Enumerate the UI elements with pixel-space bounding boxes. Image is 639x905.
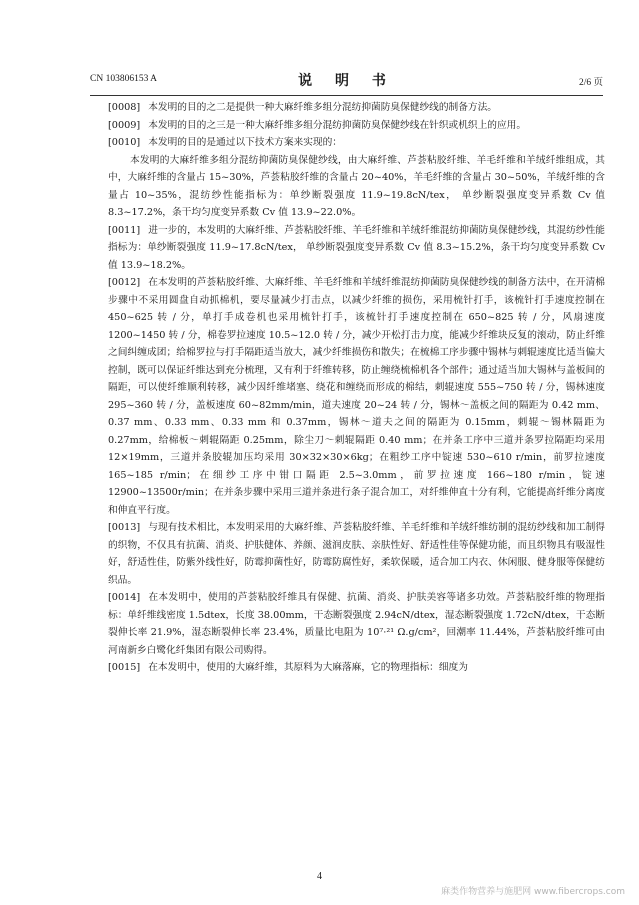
- paragraph-0013: [108, 519, 605, 589]
- paragraph-number: [0014]: [108, 592, 141, 603]
- paragraph-0009: [108, 117, 605, 135]
- paragraph-number: [0009]: [108, 119, 141, 131]
- paragraph-text: 本发明的目的是通过以下技术方案来实现的：: [148, 137, 342, 148]
- page-header: [90, 70, 603, 92]
- paragraph-0010: [108, 134, 605, 152]
- paragraph-0010-body: [108, 152, 605, 222]
- paragraph-text: 在本发明的芦荟粘胶纤维、大麻纤维、羊毛纤维和羊绒纤维混纺抑菌防臭保健纱线的制备方法中，在开清棉步骤中不采用圆盘自动抓棉机，要尽量减少打击点，以减少纤维的损伤，采用梳针打手，该梳针打手速度控制在 450~625 转 / 分，单打手成卷机也采用梳针打手，该梳针打手速度控制在 650~825 转 / 分，风扇速度 1200~1450 转 / 分，棉卷罗拉速度 10.5~12.0 转 / 分，减少开松打击力度，能减少纤维块反复的滚动，防止纤维之间纠缠成团；给棉罗拉与打手隔距适当放大，减少纤维损伤和散失；在梳棉工序步骤中锡林与刺辊速度比适当偏大控制，既可以保证纤维达到充分梳理，又有利于纤维转移，防止缠绕梳棉机各个部件；通过适当加大锡林与盖板间的隔距，可以使纤维顺利转移，减少因纤维堵塞、绕花和缠绕而形成的棉结，刺辊速度 555~750 转 / 分，锡林速度 295~360 转 / 分，盖板速度 60~82mm/min，道夫速度 20~24 转 / 分，锡林～盖板之间的隔距为 0.42 mm、0.37 mm、0.33 mm、0.33 mm 和 0.37mm，锡林～道夫之间的隔距为 0.15mm，刺辊～锡林隔距为 0.27mm，给棉板～刺辊隔距 0.25mm，除尘刀～刺辊隔距 0.40 mm；在并条工序中三道并条罗拉隔距均采用 12×19mm，三道并条胶辊加压均采用 30×32×30×6kg；在粗纱工序中锭速 530~610 r/min，前罗拉速度 165~185 r/min；在细纱工序中钳口隔距 2.5~3.0mm，前罗拉速度 166~180 r/min，锭速 12900~13500r/min；在并条步骤中采用三道并条进行条子混合加工，对纤维伸直十分有利，它能提高纤维分离度和伸直平行度。: [108, 277, 605, 516]
- paragraph-0012: [108, 274, 605, 519]
- document-body: [108, 99, 605, 677]
- page-indicator: 2/6 页: [578, 78, 603, 88]
- paragraph-0014: [108, 589, 605, 659]
- document-title: 说 明 书: [298, 73, 395, 89]
- page-number: 4: [317, 871, 322, 882]
- paragraph-0015: [108, 659, 605, 677]
- paragraph-text: 在本发明中，使用的芦荟粘胶纤维具有保健、抗菌、消炎、护肤美容等诸多功效。芦荟粘胶纤维的物理指标：单纤维线密度 1.5dtex，长度 38.00mm，干态断裂强度 2.94cN/dtex，湿态断裂强度 1.72cN/dtex，干态断裂伸长率 21.9%，湿态断裂伸长率 23.4%，质量比电阻为 10⁷·²¹ Ω.g/cm²，回潮率 11.44%，芦荟粘胶纤维可由河南新乡白鹭化纤集团有限公司购得。: [108, 592, 605, 656]
- paragraph-text: 与现有技术相比，本发明采用的大麻纤维、芦荟粘胶纤维、羊毛纤维和羊绒纤维纺制的混纺纱线和加工制得的织物，不仅具有抗菌、消炎、护肤健体、养颜、滋润皮肤、亲肤性好、舒适性佳等保健功能，而且织物具有吸湿性好，舒适性佳，防紫外线性好，防霉抑菌性好，防霉防腐性好，柔软保暖，适合加工内衣、休闲服、健身服等保健纺织品。: [108, 522, 605, 586]
- paragraph-number: [0011]: [108, 224, 141, 236]
- paragraph-0008: [108, 99, 605, 117]
- paragraph-number: [0013]: [108, 522, 141, 533]
- paragraph-number: [0015]: [108, 662, 141, 673]
- document-number: CN 103806153 A: [90, 74, 158, 84]
- paragraph-text: 在本发明中，使用的大麻纤维，其原料为大麻落麻，它的物理指标：细度为: [148, 662, 468, 673]
- paragraph-0011: [108, 222, 605, 275]
- paragraph-text: 本发明的大麻纤维多组分混纺抑菌防臭保健纱线，由大麻纤维、芦荟粘胶纤维、羊毛纤维和羊绒纤维组成，其中，大麻纤维的含量占 15~30%，芦荟粘胶纤维的含量占 20~40%，羊毛纤维的含量占 30~50%，羊绒纤维的含量占 10~35%，混纺纱性能指标为：单纱断裂强度 11.9~19.8cN/tex， 单纱断裂强度变异系数 Cv 值 8.3~17.2%，条干均匀度变异系数 Cv 值 13.9~22.0%。: [108, 154, 605, 218]
- header-divider: [90, 95, 603, 96]
- paragraph-number: [0010]: [108, 137, 141, 148]
- site-watermark: 麻类作物营养与施肥网 www.fibercrops.com: [441, 887, 625, 897]
- paragraph-text: 本发明的目的之三是一种大麻纤维多组分混纺抑菌防臭保健纱线在针织或机织上的应用。: [148, 119, 527, 131]
- paragraph-text: 本发明的目的之二是提供一种大麻纤维多组分混纺抑菌防臭保健纱线的制备方法。: [148, 102, 497, 113]
- paragraph-number: [0012]: [108, 277, 141, 288]
- paragraph-text: 进一步的，本发明的大麻纤维、芦荟粘胶纤维、羊毛纤维和羊绒纤维混纺抑菌防臭保健纱线，其混纺纱性能指标为：单纱断裂强度 11.9~17.8cN/tex， 单纱断裂强度变异系数 Cv 值 8.3~15.2%，条干均匀度变异系数 Cv 值 13.9~18.2%。: [108, 224, 605, 271]
- paragraph-number: [0008]: [108, 102, 141, 113]
